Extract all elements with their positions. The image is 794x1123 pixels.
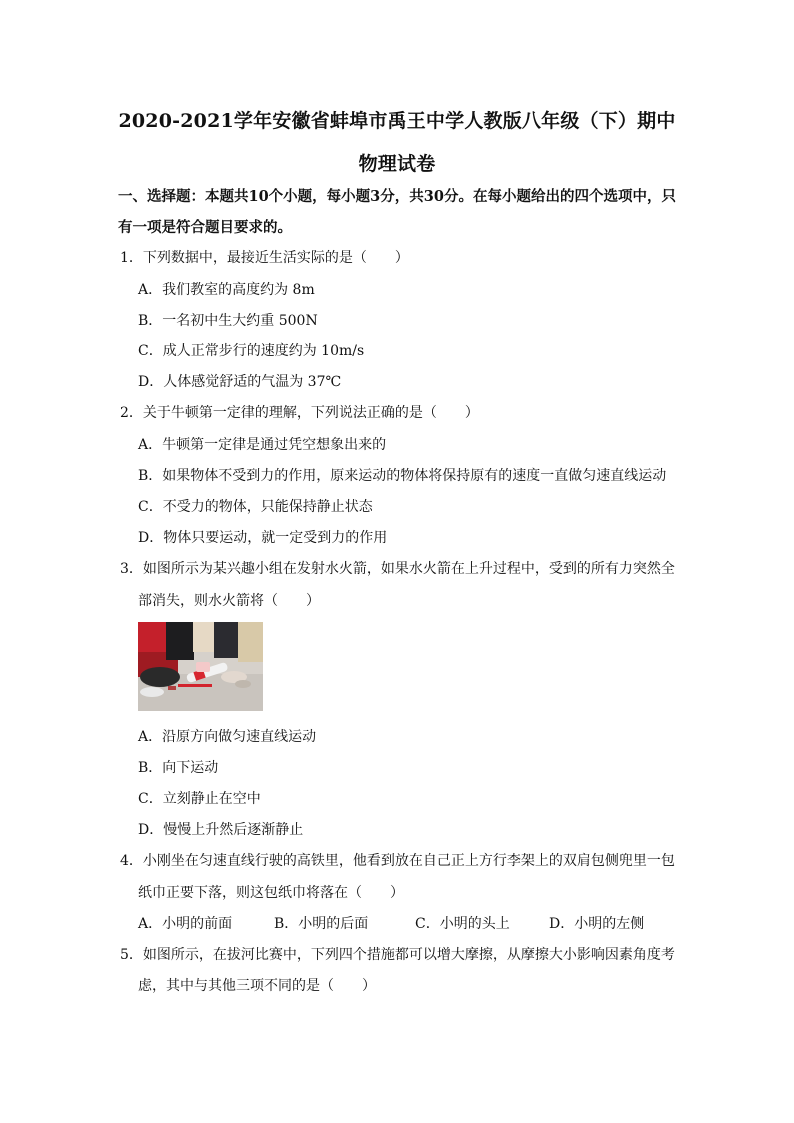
question-2-option-a: A．牛顿第一定律是通过凭空想象出来的 — [138, 437, 387, 453]
question-2-option-d: D．物体只要运动，就一定受到力的作用 — [138, 530, 388, 546]
question-3-stem-line-2: 部消失，则水火箭将（ ） — [138, 593, 320, 609]
question-3-stem-line-1: 3．如图所示为某兴趣小组在发射水火箭，如果水火箭在上升过程中，受到的所有力突然全 — [120, 561, 675, 577]
question-5-stem-line-1: 5．如图所示，在拔河比赛中，下列四个措施都可以增大摩擦，从摩擦大小影响因素角度考 — [120, 947, 675, 963]
question-3-option-d: D．慢慢上升然后逐渐静止 — [138, 822, 304, 838]
question-3-option-a: A．沿原方向做匀速直线运动 — [138, 729, 317, 745]
question-3-option-b: B．向下运动 — [138, 760, 219, 776]
question-4-option-a: A．小明的前面 — [138, 916, 233, 932]
question-1-option-d: D．人体感觉舒适的气温为 37℃ — [138, 374, 342, 390]
question-5-stem-line-2: 虑，其中与其他三项不同的是（ ） — [138, 978, 376, 994]
question-2-stem: 2．关于牛顿第一定律的理解，下列说法正确的是（ ） — [120, 405, 479, 421]
question-4-stem-line-1: 4．小刚坐在匀速直线行驶的高铁里，他看到放在自己正上方行李架上的双肩包侧兜里一包 — [120, 853, 675, 869]
question-2-option-c: C．不受力的物体，只能保持静止状态 — [138, 499, 373, 515]
question-4-option-d: D．小明的左侧 — [549, 916, 645, 932]
question-1-option-a: A．我们教室的高度约为 8m — [138, 282, 315, 298]
question-1-option-c: C．成人正常步行的速度约为 10m/s — [138, 343, 365, 359]
question-1-stem: 1．下列数据中，最接近生活实际的是（ ） — [120, 250, 409, 266]
question-4-option-c: C．小明的头上 — [415, 916, 510, 932]
water-rocket-photo — [138, 622, 263, 711]
question-4-option-b: B．小明的后面 — [274, 916, 369, 932]
exam-title-line-2: 物理试卷 — [358, 153, 436, 175]
exam-title-line-1: 2020-2021学年安徽省蚌埠市禹王中学人教版八年级（下）期中 — [118, 110, 676, 132]
question-2-option-b: B．如果物体不受到力的作用，原来运动的物体将保持原有的速度一直做匀速直线运动 — [138, 468, 667, 484]
question-4-options-row — [138, 915, 644, 933]
question-4-stem-line-2: 纸巾正要下落，则这包纸巾将落在（ ） — [138, 885, 404, 901]
question-3-option-c: C．立刻静止在空中 — [138, 791, 261, 807]
water-rocket-photo-illustration — [138, 622, 263, 711]
section-heading: 一、选择题：本题共10个小题，每小题3分，共30分。在每小题给出的四个选项中，只有一项是符合题目要求的。 — [118, 188, 676, 236]
question-1-option-b: B．一名初中生大约重 500N — [138, 313, 318, 329]
